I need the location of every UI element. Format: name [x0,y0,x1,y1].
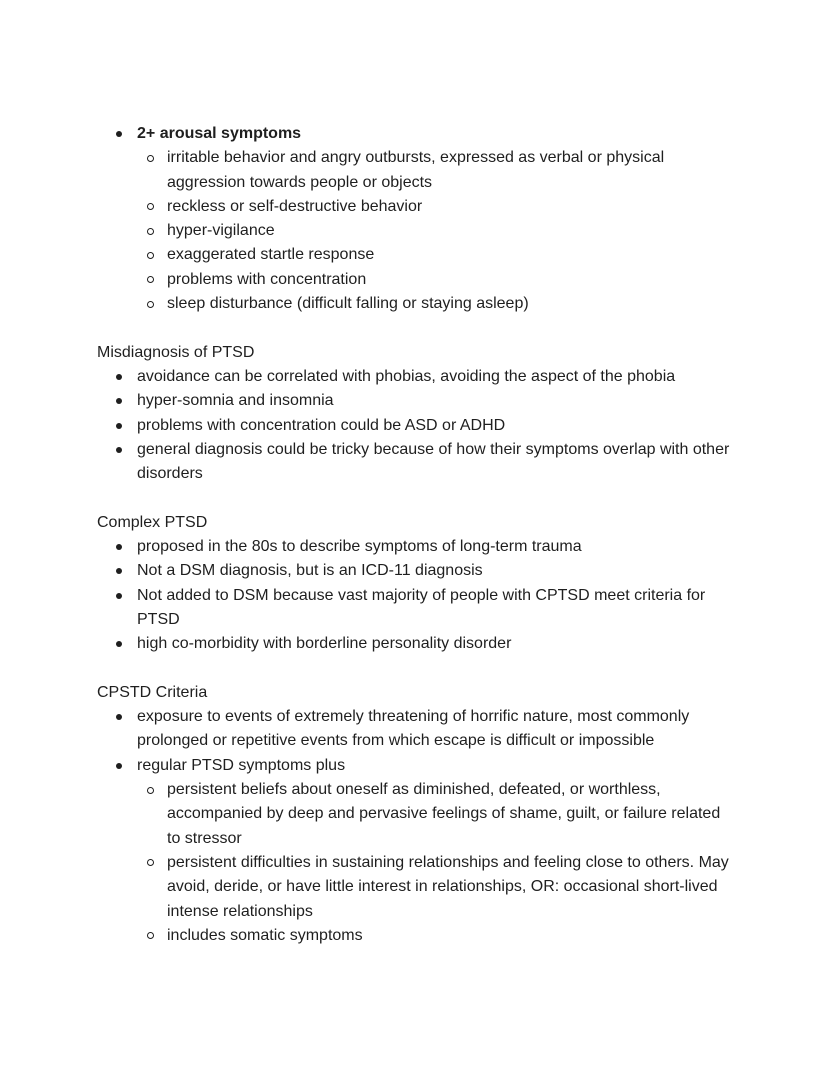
sub-bullet-list [137,778,737,948]
section-cptsd-criteria [97,681,737,948]
document-content [97,122,737,948]
sub-list-item: persistent beliefs about oneself as diminished, defeated, or worthless, accompanied by deep and pervasive feelings of shame, guilt, or failure related to stressor [137,778,737,851]
list-item: high co-morbidity with borderline personality disorder [97,632,737,656]
list-item-text: 2+ arousal symptoms [137,125,302,142]
list-item [97,122,737,316]
sub-list-item: includes somatic symptoms [137,924,737,948]
sub-list-item: sleep disturbance (difficult falling or staying asleep) [137,292,737,316]
sub-list-item: exaggerated startle response [137,243,737,267]
bullet-list [97,535,737,656]
section-heading: Complex PTSD [97,513,208,531]
sub-list-item: irritable behavior and angry outbursts, expressed as verbal or physical aggression towards people or objects [137,146,737,195]
section-misdiagnosis [97,341,737,487]
sub-list-item: reckless or self-destructive behavior [137,195,737,219]
section-arousal-symptoms [97,122,737,316]
list-item: exposure to events of extremely threatening of horrific nature, most commonly prolonged or repetitive events from which escape is difficult or impossible [97,705,737,754]
list-item: proposed in the 80s to describe symptoms of long-term trauma [97,535,737,559]
bullet-list [97,705,737,948]
sub-list-item: problems with concentration [137,268,737,292]
list-item [97,754,737,948]
list-item: Not a DSM diagnosis, but is an ICD-11 diagnosis [97,559,737,583]
list-item-text: regular PTSD symptoms plus [137,756,346,774]
section-heading: Misdiagnosis of PTSD [97,343,255,361]
bullet-list [97,122,737,316]
list-item: avoidance can be correlated with phobias, avoiding the aspect of the phobia [97,365,737,389]
sub-list-item: persistent difficulties in sustaining relationships and feeling close to others. May avoid, deride, or have little interest in relationships, OR: occasional short-lived intense relationships [137,851,737,924]
section-complex-ptsd [97,511,737,657]
list-item: problems with concentration could be ASD or ADHD [97,414,737,438]
list-item: general diagnosis could be tricky because of how their symptoms overlap with other disorders [97,438,737,487]
sub-list-item: hyper-vigilance [137,219,737,243]
section-heading: CPSTD Criteria [97,683,208,701]
list-item: Not added to DSM because vast majority of people with CPTSD meet criteria for PTSD [97,584,737,633]
sub-bullet-list [137,146,737,316]
list-item: hyper-somnia and insomnia [97,389,737,413]
bullet-list [97,365,737,486]
